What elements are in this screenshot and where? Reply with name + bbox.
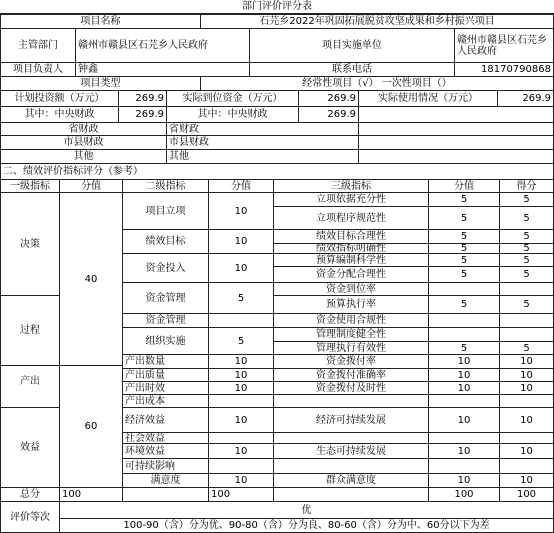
table-cell: 5 — [429, 254, 500, 267]
table-cell: 其他 — [1, 150, 167, 164]
table-cell: 实际使用情况（万元） — [359, 91, 498, 107]
table-cell — [429, 395, 500, 408]
table-cell: 预算编制科学性 — [274, 254, 429, 267]
table-cell: 产出质量 — [123, 369, 209, 382]
table-cell: 10 — [500, 444, 554, 459]
table-cell: 10 — [209, 254, 274, 283]
table-cell: 立项程序规范性 — [274, 207, 429, 230]
table-cell — [123, 488, 209, 502]
table-cell: 10 — [209, 193, 274, 230]
table-cell: 市县财政 — [1, 136, 167, 150]
table-cell: 环境效益 — [123, 444, 209, 459]
table-cell: 产出时效 — [123, 382, 209, 395]
table-cell: 分值 — [429, 180, 500, 193]
table-cell: 过程 — [1, 296, 60, 366]
table-cell: 10 — [209, 369, 274, 382]
table-cell: 市县财政 — [167, 136, 359, 150]
table-cell: 10 — [209, 444, 274, 459]
table-cell: 269.9 — [299, 91, 359, 107]
table-cell: 269.9 — [498, 91, 554, 107]
table-cell: 10 — [209, 382, 274, 395]
table-cell: 生态可持续发展 — [274, 444, 429, 459]
table-cell: 10 — [429, 474, 500, 488]
table-cell: 分值 — [60, 180, 123, 193]
table-cell: 资金管理 — [123, 314, 209, 328]
table-cell: 10 — [429, 444, 500, 459]
table-cell: 60 — [60, 366, 123, 488]
table-cell — [209, 314, 274, 328]
table-cell: 资金拨付及时性 — [274, 382, 429, 395]
table-cell: 269.9 — [119, 107, 167, 123]
table-cell — [500, 459, 554, 474]
table-cell: 实际到位资金（万元） — [167, 91, 299, 107]
table-cell — [500, 283, 554, 296]
table-cell — [274, 459, 429, 474]
table-cell: 省财政 — [1, 123, 167, 136]
table-cell: 群众满意度 — [274, 474, 429, 488]
table-cell: 资金到位率 — [274, 283, 429, 296]
table-cell — [359, 107, 554, 123]
table-cell: 资金拨付率 — [274, 355, 429, 369]
table-cell: 项目负责人 — [1, 63, 76, 77]
table-cell — [209, 395, 274, 408]
table-cell: 5 — [500, 267, 554, 283]
table-cell: 资金分配合理性 — [274, 267, 429, 283]
table-cell — [500, 328, 554, 342]
table-cell: 经济效益 — [123, 408, 209, 433]
table-cell: 10 — [500, 369, 554, 382]
table-cell: 5 — [500, 254, 554, 267]
table-cell: 5 — [500, 193, 554, 207]
table-cell: 其中：中央财政 — [167, 107, 299, 123]
table-cell — [429, 314, 500, 328]
table-cell: 5 — [500, 207, 554, 230]
table-cell: 10 — [429, 355, 500, 369]
table-cell: 总分 — [1, 488, 60, 502]
table-cell: 5 — [429, 267, 500, 283]
table-cell: 项目类型 — [1, 77, 201, 91]
table-cell: 10 — [500, 382, 554, 395]
table-cell: 5 — [500, 244, 554, 254]
table-cell: 100 — [500, 488, 554, 502]
table-cell: 10 — [429, 408, 500, 433]
table-cell: 10 — [209, 230, 274, 254]
table-cell — [274, 433, 429, 444]
table-cell: 经常性项目（√） 一次性项目（） — [201, 77, 554, 91]
table-cell — [274, 395, 429, 408]
table-cell: 资金使用合规性 — [274, 314, 429, 328]
table-cell: 主管部门 — [1, 29, 76, 63]
table-cell: 钟鑫 — [76, 63, 250, 77]
table-cell: 5 — [429, 342, 500, 355]
table-cell: 省财政 — [167, 123, 359, 136]
table-cell: 石芫乡2022年巩固拓展脱贫攻坚成果和乡村振兴项目 — [201, 15, 554, 29]
table-cell: 一级指标 — [1, 180, 60, 193]
table-cell: 18170790868 — [455, 63, 554, 77]
table-cell: 10 — [429, 382, 500, 395]
table-cell — [429, 283, 500, 296]
table-cell: 产出数量 — [123, 355, 209, 369]
table-cell: 二级指标 — [123, 180, 209, 193]
table-cell: 决策 — [1, 193, 60, 296]
table-cell: 效益 — [1, 408, 60, 488]
table-cell: 预算执行率 — [274, 296, 429, 314]
table-cell: 绩效指标明确性 — [274, 244, 429, 254]
table-cell: 5 — [429, 193, 500, 207]
table-cell: 10 — [500, 474, 554, 488]
table-cell: 产出成本 — [123, 395, 209, 408]
table-cell: 5 — [429, 244, 500, 254]
table-cell: 5 — [429, 207, 500, 230]
table-cell: 10 — [209, 408, 274, 433]
table-cell: 10 — [500, 408, 554, 433]
table-cell: 100 — [60, 488, 123, 502]
table-cell — [429, 433, 500, 444]
table-cell: 赣州市赣县区石芫乡人民政府 — [455, 29, 554, 63]
table-cell — [274, 488, 429, 502]
table-cell: 其中：中央财政 — [1, 107, 119, 123]
table-cell: 二、绩效评价指标评分（参考） — [1, 164, 554, 180]
table-cell — [500, 314, 554, 328]
table-cell: 100-90（含）分为优、90-80（含）分为良、80-60（含）分为中、60分以下为差 — [60, 519, 554, 533]
table-cell: 满意度 — [123, 474, 209, 488]
table-cell: 5 — [429, 296, 500, 314]
table-cell: 资金投入 — [123, 254, 209, 283]
table-cell: 5 — [500, 342, 554, 355]
table-cell — [500, 433, 554, 444]
table-cell — [209, 433, 274, 444]
table-cell — [209, 459, 274, 474]
table-cell: 100 — [209, 488, 274, 502]
table-cell: 组织实施 — [123, 328, 209, 355]
table-cell: 5 — [209, 328, 274, 355]
table-cell: 得分 — [500, 180, 554, 193]
table-cell: 管理制度健全性 — [274, 328, 429, 342]
table-cell: 5 — [429, 230, 500, 244]
table-cell: 赣州市赣县区石芫乡人民政府 — [76, 29, 250, 63]
table-cell — [429, 459, 500, 474]
table-cell: 管理执行有效性 — [274, 342, 429, 355]
table-cell: 计划投资额（万元） — [1, 91, 119, 107]
table-cell: 资金管理 — [123, 283, 209, 314]
table-cell: 10 — [429, 369, 500, 382]
table-cell — [359, 136, 554, 150]
table-cell: 269.9 — [299, 107, 359, 123]
table-cell: 其他 — [167, 150, 359, 164]
table-cell: 评价等次 — [1, 502, 60, 533]
table-cell: 10 — [209, 355, 274, 369]
table-cell: 社会效益 — [123, 433, 209, 444]
table-cell: 绩效目标 — [123, 230, 209, 254]
table-cell: 产出 — [1, 355, 60, 408]
table-cell — [429, 328, 500, 342]
table-cell: 经济可持续发展 — [274, 408, 429, 433]
table-cell — [359, 150, 554, 164]
table-cell: 项目实施单位 — [250, 29, 455, 63]
table-cell — [500, 395, 554, 408]
table-cell: 100 — [429, 488, 500, 502]
table-cell: 联系电话 — [250, 63, 455, 77]
table-cell: 立项依据充分性 — [274, 193, 429, 207]
table-cell — [359, 123, 554, 136]
table-cell: 分值 — [209, 180, 274, 193]
table-cell: 5 — [500, 296, 554, 314]
table-cell: 5 — [500, 230, 554, 244]
table-cell: 项目立项 — [123, 193, 209, 230]
sheet-title: 部门评价评分表 — [0, 0, 554, 14]
table-cell: 5 — [209, 283, 274, 314]
table-cell: 项目名称 — [1, 15, 201, 29]
table-cell: 269.9 — [119, 91, 167, 107]
table-cell: 10 — [500, 355, 554, 369]
table-cell: 可持续影响 — [123, 459, 209, 474]
table-cell: 40 — [60, 193, 123, 366]
table-cell: 绩效目标合理性 — [274, 230, 429, 244]
table-cell: 优 — [60, 502, 554, 519]
table-cell: 资金拨付准确率 — [274, 369, 429, 382]
table-cell: 10 — [209, 474, 274, 488]
table-cell: 三级指标 — [274, 180, 429, 193]
